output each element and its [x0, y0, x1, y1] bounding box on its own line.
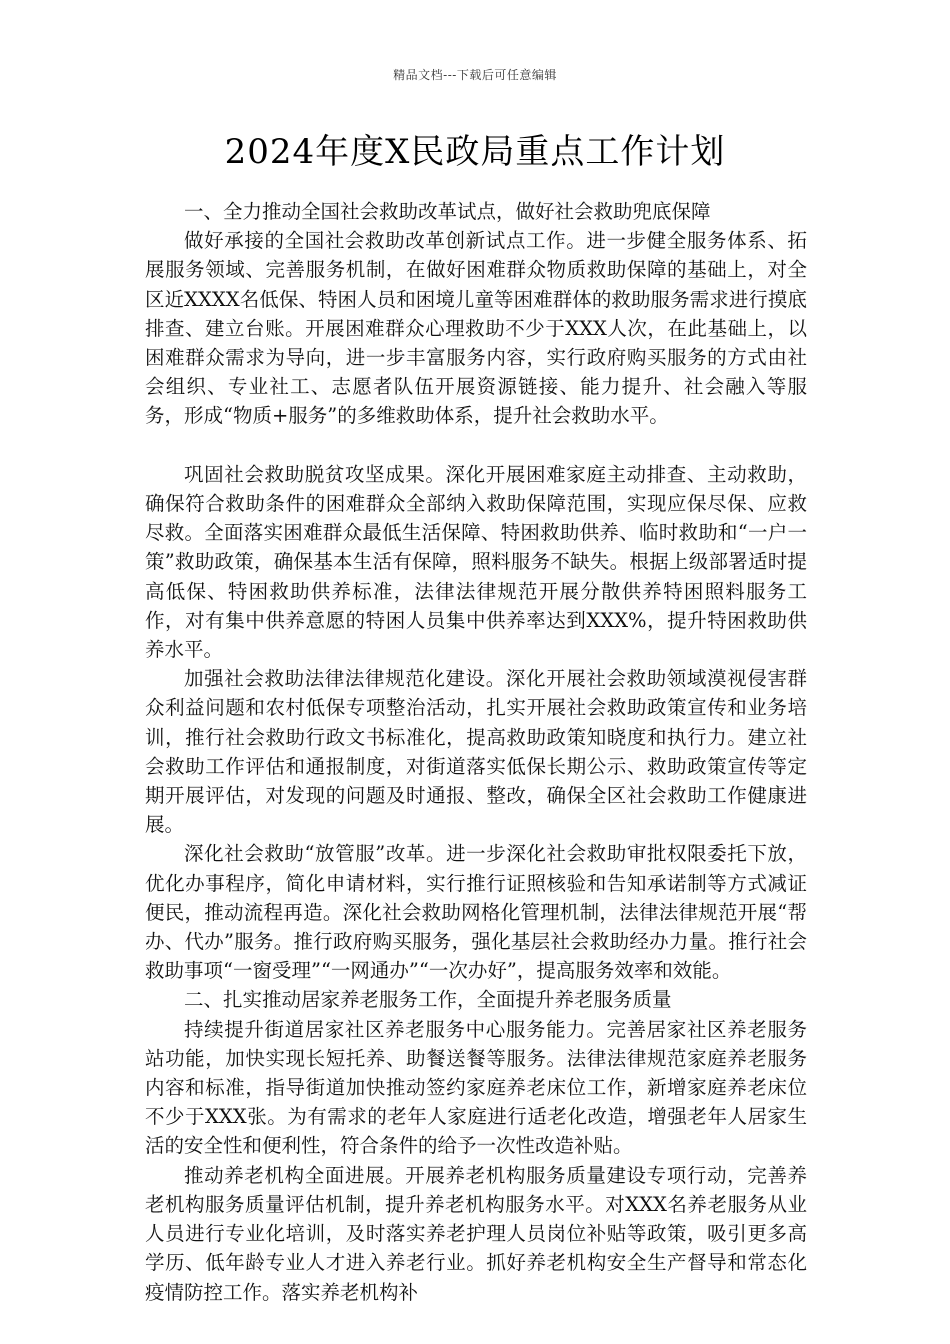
document-title: 2024年度X民政局重点工作计划	[224, 132, 726, 172]
body-paragraph: 推动养老机构全面进展。开展养老机构服务质量建设专项行动，完善养老机构服务质量评估机制，提升养老机构服务水平。对XXX名养老服务从业人员进行专业化培训，及时落实养老护理人员岗位补贴等政策，吸引更多高学历、低年龄专业人才进入养老行业。抓好养老机构安全生产督导和常态化疫情防控工作。落实养老机构补	[145, 1163, 807, 1304]
body-paragraph: 持续提升街道居家社区养老服务中心服务能力。完善居家社区养老服务站功能，加快实现长短托养、助餐送餐等服务。法律法律规范家庭养老服务内容和标准，指导街道加快推动签约家庭养老床位工作，新增家庭养老床位不少于XXX张。为有需求的老年人家庭进行适老化改造，增强老年人居家生活的安全性和便利性，符合条件的给予一次性改造补贴。	[145, 1017, 807, 1158]
body-paragraph: 做好承接的全国社会救助改革创新试点工作。进一步健全服务体系、拓展服务领域、完善服务机制，在做好困难群众物质救助保障的基础上，对全区近XXXX名低保、特困人员和困境儿童等困难群体的救助服务需求进行摸底排查、建立台账。开展困难群众心理救助不少于XXX人次，在此基础上，以困难群众需求为导向，进一步丰富服务内容，实行政府购买服务的方式由社会组织、专业社工、志愿者队伍开展资源链接、能力提升、社会融入等服务，形成“物质+服务”的多维救助体系，提升社会救助水平。	[145, 229, 807, 428]
document-body	[145, 197, 807, 1307]
header-note: 精品文档---下载后可任意编辑	[393, 68, 557, 82]
section-heading-2: 二、扎实推动居家养老服务工作，全面提升养老服务质量	[184, 988, 672, 1012]
body-paragraph: 深化社会救助“放管服”改革。进一步深化社会救助审批权限委托下放，优化办事程序，简化申请材料，实行推行证照核验和告知承诺制等方式减证便民，推动流程再造。深化社会救助网格化管理机制，法律法律规范开展“帮办、代办”服务。推行政府购买服务，强化基层社会救助经办力量。推行社会救助事项“一窗受理”“一网通办”“一次办好”，提高服务效率和效能。	[145, 842, 807, 983]
body-paragraph: 加强社会救助法律法律规范化建设。深化开展社会救助领域漠视侵害群众利益问题和农村低保专项整治活动，扎实开展社会救助政策宣传和业务培训，推行社会救助行政文书标准化，提高救助政策知晓度和执行力。建立社会救助工作评估和通报制度，对街道落实低保长期公示、救助政策宣传等定期开展评估，对发现的问题及时通报、整改，确保全区社会救助工作健康进展。	[145, 667, 807, 837]
section-heading-1: 一、全力推动全国社会救助改革试点，做好社会救助兜底保障	[184, 200, 711, 223]
body-paragraph: 巩固社会救助脱贫攻坚成果。深化开展困难家庭主动排查、主动救助，确保符合救助条件的困难群众全部纳入救助保障范围，实现应保尽保、应救尽救。全面落实困难群众最低生活保障、特困救助供养、临时救助和“一户一策”救助政策，确保基本生活有保障，照料服务不缺失。根据上级部署适时提高低保、特困救助供养标准，法律法律规范开展分散供养特困照料服务工作，对有集中供养意愿的特困人员集中供养率达到XXX%，提升特困救助供养水平。	[145, 462, 807, 662]
